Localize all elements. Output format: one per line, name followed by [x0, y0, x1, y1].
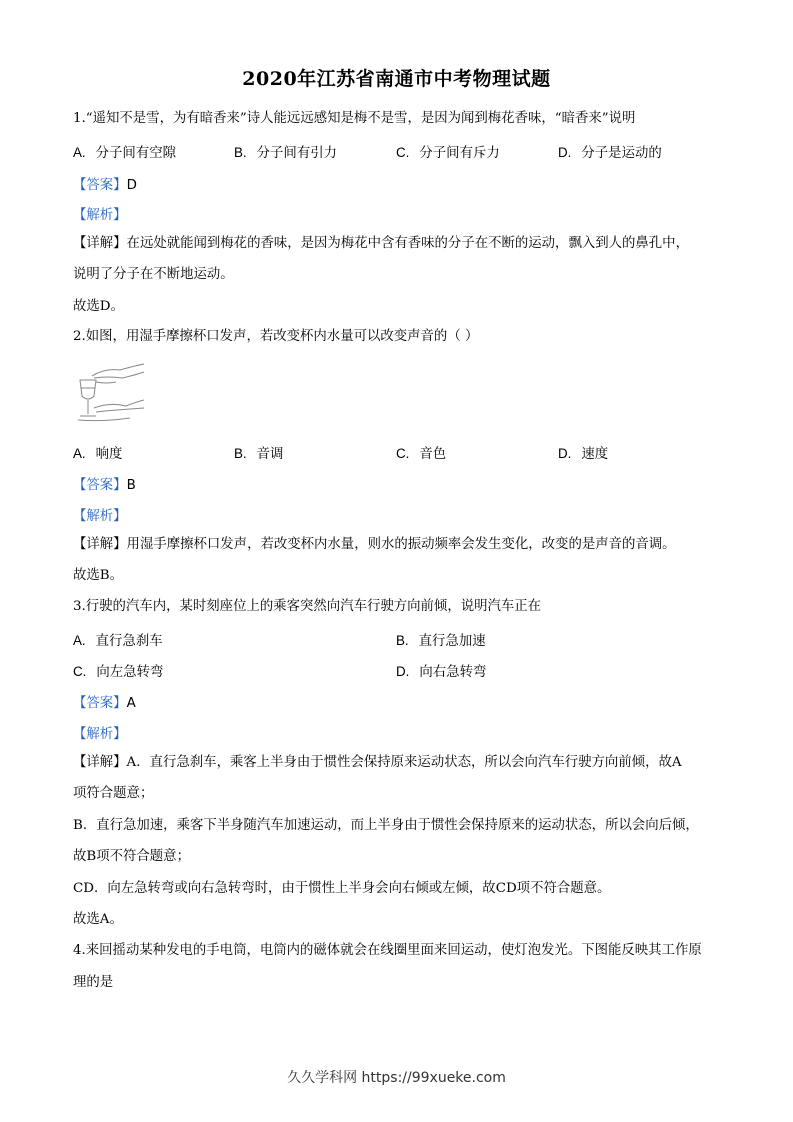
q1-conclusion: 故选D。	[73, 299, 124, 314]
q1-stem: 1.“遥知不是雪，为有暗香来”诗人能远远感知是梅不是雪，是因为闻到梅花香味，“暗香来”说明	[73, 111, 636, 126]
q2-analysis-label: 【解析】	[73, 509, 127, 524]
q2-conclusion: 故选B。	[73, 568, 124, 583]
q3-detail-line: B．直行急加速，乘客下半身随汽车加速运动，而上半身由于惯性会保持原来的运动状态，所以会向后倾，	[73, 818, 699, 833]
q3-detail-line: 故B项不符合题意；	[73, 849, 190, 864]
q1-option-c: C. 分子间有斥力	[396, 145, 500, 161]
q3-conclusion: 故选A。	[73, 912, 123, 927]
q1-option-a: A. 分子间有空隙	[73, 145, 176, 161]
q1-option-d: D. 分子是运动的	[558, 145, 662, 161]
q3-option-d: D. 向右急转弯	[396, 664, 487, 680]
q4-stem-line: 4.来回摇动某种发电的手电筒，电筒内的磁体就会在线圈里面来回运动，使灯泡发光。下图能反映其工作原	[73, 943, 702, 958]
q1-detail-line: 说明了分子在不断地运动。	[73, 267, 234, 282]
q3-option-b: B. 直行急加速	[396, 633, 486, 649]
wine-glass-figure	[74, 362, 146, 424]
page-title: 2020年江苏省南通市中考物理试题	[242, 68, 551, 90]
q3-detail-line: 【详解】A．直行急刹车，乘客上半身由于惯性会保持原来运动状态，所以会向汽车行驶方向前倾，故A	[73, 755, 682, 770]
q3-detail-line: 项符合题意；	[73, 786, 154, 801]
q3-option-a: A. 直行急刹车	[73, 633, 163, 649]
q2-answer: 【答案】B	[73, 478, 136, 493]
q1-analysis-label: 【解析】	[73, 208, 127, 223]
q4-stem-line: 理的是	[73, 975, 114, 990]
q1-detail-line: 【详解】在远处就能闻到梅花的香味，是因为梅花中含有香味的分子在不断的运动，飘入到人的鼻孔中，	[73, 236, 689, 251]
site-footer: 久久学科网 https://99xueke.com	[287, 1070, 506, 1086]
q3-detail-line: CD．向左急转弯或向右急转弯时，由于惯性上半身会向右倾或左倾，故CD项不符合题意。	[73, 881, 611, 896]
q3-option-c: C. 向左急转弯	[73, 664, 164, 680]
q2-option-c: C. 音色	[396, 446, 447, 462]
q2-option-d: D. 速度	[558, 446, 609, 462]
q3-analysis-label: 【解析】	[73, 727, 127, 742]
q2-stem: 2.如图，用湿手摩擦杯口发声，若改变杯内水量可以改变声音的（ ）	[73, 329, 479, 344]
q1-answer: 【答案】D	[73, 178, 137, 193]
q3-stem: 3.行驶的汽车内，某时刻座位上的乘客突然向汽车行驶方向前倾，说明汽车正在	[73, 599, 542, 614]
q2-option-b: B. 音调	[234, 446, 284, 462]
q2-option-a: A. 响度	[73, 446, 123, 462]
q3-answer: 【答案】A	[73, 696, 136, 711]
q1-option-b: B. 分子间有引力	[234, 145, 337, 161]
q2-detail-line: 【详解】用湿手摩擦杯口发声，若改变杯内水量，则水的振动频率会发生变化，改变的是声音的音调。	[73, 537, 676, 552]
